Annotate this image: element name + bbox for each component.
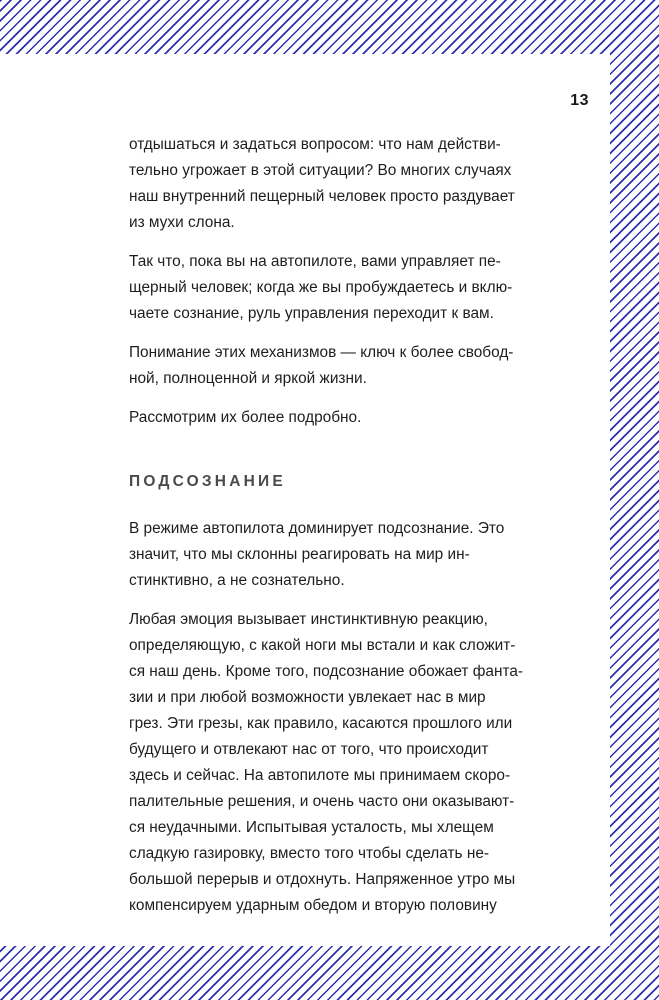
text-line: определяющую, с какой ноги мы встали и как сложит-: [129, 637, 516, 654]
paragraph: [129, 249, 549, 327]
section-heading: ПОДСОЗНАНИЕ: [129, 473, 286, 490]
paragraph: [129, 607, 549, 919]
text-line: Любая эмоция вызывает инстинктивную реакцию,: [129, 611, 488, 628]
text-line: щерный человек; когда же вы пробуждаетесь и вклю-: [129, 279, 513, 296]
page-number: 13: [570, 92, 589, 109]
text-line: зии и при любой возможности увлекает нас в мир: [129, 689, 486, 706]
text-line: из мухи слона.: [129, 214, 235, 231]
text-line: грез. Эти грезы, как правило, касаются прошлого или: [129, 715, 513, 732]
text-line: компенсируем ударным обедом и вторую половину: [129, 897, 497, 914]
text-line: Понимание этих механизмов — ключ к более свобод-: [129, 344, 514, 361]
paragraph: [129, 132, 549, 236]
text-line: ной, полноценной и яркой жизни.: [129, 370, 367, 387]
text-line: будущего и отвлекают нас от того, что происходит: [129, 741, 489, 758]
text-line: Так что, пока вы на автопилоте, вами управляет пе-: [129, 253, 501, 270]
text-line: Рассмотрим их более подробно.: [129, 409, 362, 426]
text-line: чаете сознание, руль управления переходит к вам.: [129, 305, 494, 322]
text-line: В режиме автопилота доминирует подсознание. Это: [129, 520, 505, 537]
page-body: [0, 54, 610, 946]
paragraph: [129, 405, 549, 431]
text-line: ся наш день. Кроме того, подсознание обожает фанта-: [129, 663, 524, 680]
intro-text: [129, 132, 549, 431]
text-line: здесь и сейчас. На автопилоте мы принимаем скоро-: [129, 767, 511, 784]
text-line: большой перерыв и отдохнуть. Напряженное утро мы: [129, 871, 516, 888]
text-line: палительные решения, и очень часто они оказывают-: [129, 793, 515, 810]
text-line: значит, что мы склонны реагировать на мир ин-: [129, 546, 470, 563]
text-line: отдышаться и задаться вопросом: что нам действи-: [129, 136, 501, 153]
text-line: тельно угрожает в этой ситуации? Во многих случаях: [129, 162, 512, 179]
text-line: наш внутренний пещерный человек просто раздувает: [129, 188, 515, 205]
text-line: сладкую газировку, вместо того чтобы сделать не-: [129, 845, 490, 862]
text-line: стинктивно, а не сознательно.: [129, 572, 345, 589]
paragraph: [129, 340, 549, 392]
section-text: [129, 516, 549, 919]
text-line: ся неудачными. Испытывая усталость, мы хлещем: [129, 819, 494, 836]
paragraph: [129, 516, 549, 594]
